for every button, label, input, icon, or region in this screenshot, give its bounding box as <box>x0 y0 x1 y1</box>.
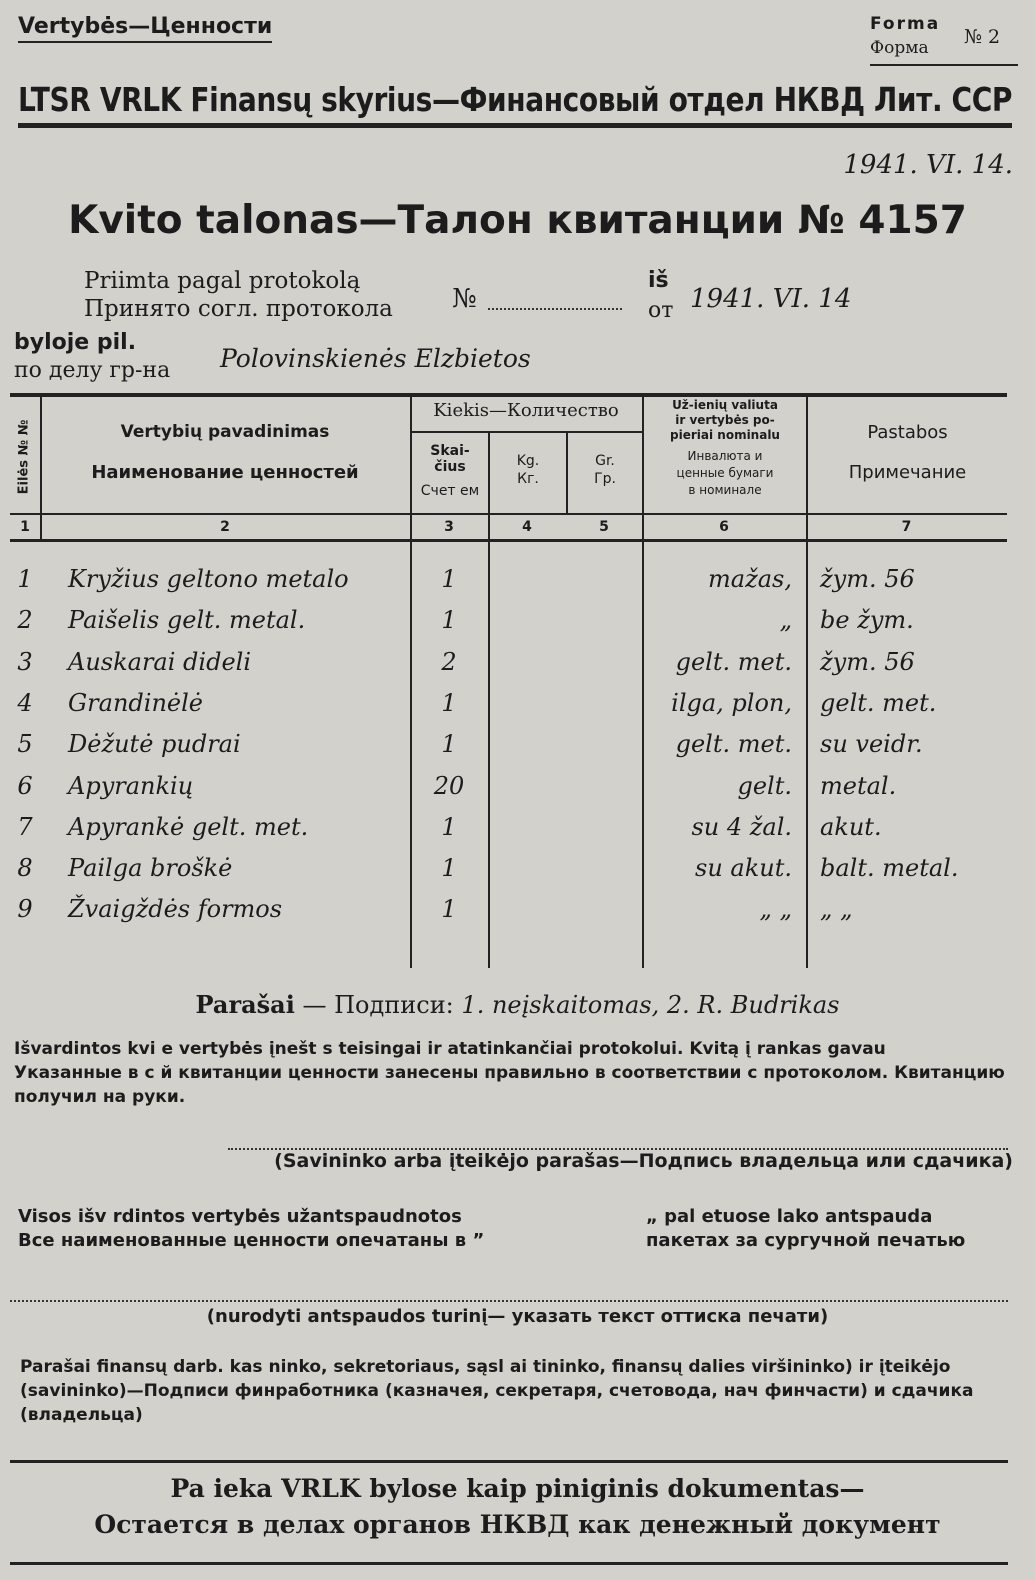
cell-count: 20 <box>433 771 465 800</box>
valuables-table <box>10 393 1007 968</box>
cell-notes: žym. 56 <box>820 565 915 593</box>
cell-currency: „ „ <box>759 895 792 924</box>
sealed-ru: Все наименованные ценности опечатаны в ” <box>18 1230 485 1251</box>
cell-count: 1 <box>441 730 457 759</box>
header-count-ru: Счет ем <box>420 483 480 499</box>
col-number-7: 7 <box>901 519 912 535</box>
cell-name: Paišelis gelt. metal. <box>68 606 306 635</box>
col-number-5: 5 <box>599 519 609 535</box>
cell-no: 1 <box>17 565 33 593</box>
header-currency-3: pieriai nominalu <box>670 428 780 442</box>
form-number-box <box>870 12 1018 66</box>
cell-currency: gelt. met. <box>675 647 792 676</box>
cell-no: 9 <box>17 895 33 924</box>
cell-notes: metal. <box>820 771 897 800</box>
cell-no: 3 <box>17 647 33 676</box>
header-currency-4: Инвалюта и <box>687 449 763 463</box>
col-number-3: 3 <box>444 519 454 535</box>
header-name-ru: Наименование ценностей <box>91 462 359 483</box>
signatures-label-ru: — Подписи: <box>302 991 454 1019</box>
receipt-title: Kvito talonas—Талон квитанции № 4157 <box>68 198 967 243</box>
divider <box>10 1562 1008 1565</box>
signatures-label-lt: Parašai <box>195 990 295 1019</box>
cell-count: 2 <box>441 647 457 676</box>
header-notes-ru: Примечание <box>848 462 967 483</box>
cell-name: Žvaigždės formos <box>68 895 283 924</box>
cell-currency: mažas, <box>708 565 792 593</box>
header-notes-lt: Pastabos <box>867 422 948 443</box>
cell-no: 2 <box>17 606 33 635</box>
declaration-ru: Указанные в с й квитанции ценности занесены правильно в соответствии с протоколом. Квитанцию получил на руки. <box>14 1063 1005 1107</box>
valuables-label: Vertybės—Ценности <box>18 14 272 43</box>
sealed-lt: Visos išv rdintos vertybės užantspaudnotos <box>18 1206 462 1227</box>
header-quantity-group: Kiekis—Количество <box>433 400 619 421</box>
cell-no: 8 <box>17 854 33 883</box>
cell-currency: su akut. <box>695 854 792 883</box>
case-label-lt: byloje pil. <box>14 330 137 355</box>
seal-caption: (nurodyti antspaudos turinį— указать текст оттиска печати) <box>206 1306 829 1327</box>
case-label-ru: по делу гр-на <box>14 358 171 383</box>
form-number: № 2 <box>964 26 1001 48</box>
divider <box>10 1460 1008 1463</box>
cell-name: Pailga broškė <box>68 854 233 883</box>
cell-count: 1 <box>441 606 457 635</box>
cell-notes: balt. metal. <box>820 854 959 883</box>
cell-notes: žym. 56 <box>820 647 915 676</box>
cell-count: 1 <box>441 688 457 717</box>
protocol-number-sign: № <box>452 284 477 314</box>
cell-no: 4 <box>17 688 33 717</box>
cell-currency: gelt. <box>737 771 792 800</box>
header-kg-lt: Kg. <box>516 453 540 469</box>
signatures-line <box>0 990 1035 1019</box>
cell-currency: „ <box>779 606 792 635</box>
signatures-names: 1. neįskaitomas, 2. R. Budrikas <box>461 991 840 1019</box>
owner-signature-caption: (Savininko arba įteikėjo parašas—Подпись владельца или сдачика) <box>274 1150 1013 1172</box>
header-currency-5: ценные бумаги <box>676 466 774 480</box>
header-count-lt: Skai- <box>430 443 470 459</box>
header-gr-ru: Гр. <box>594 471 616 487</box>
cell-count: 1 <box>441 854 457 883</box>
sealed-packets-lt: „ pal etuose lako antspauda <box>646 1206 933 1227</box>
col-number-2: 2 <box>220 519 230 535</box>
from-label-ru: от <box>648 298 674 323</box>
cell-name: Auskarai dideli <box>68 647 251 676</box>
header-kg-ru: Кг. <box>517 471 539 487</box>
from-label-lt: iš <box>648 268 669 293</box>
remains-note-ru: Остается в делах органов НКВД как денежный документ <box>94 1510 941 1539</box>
sealed-packets-ru: пакетах за сургучной печатью <box>646 1230 966 1251</box>
header-currency-2: ir vertybės po- <box>675 413 775 427</box>
col-number-6: 6 <box>719 519 729 535</box>
cell-currency: gelt. met. <box>675 730 792 759</box>
form-label-ru: Форма <box>870 38 929 58</box>
citizen-name: Polovinskienės Elzbietos <box>220 344 531 373</box>
cell-notes: akut. <box>820 812 882 841</box>
cell-count: 1 <box>441 565 457 593</box>
col-number-1: 1 <box>20 519 30 535</box>
header-count-lt2: čius <box>434 459 466 475</box>
cell-count: 1 <box>441 812 457 841</box>
finance-signatures-caption: Parašai finansų darb. kas ninko, sekretoriaus, sąsl ai tininko, finansų dalies viršininko) ir įteikėjo (savininko)—Подписи финработника (казначея, секретаря, счетовода, нач финчасти) и сдачика (владельца) <box>20 1357 974 1425</box>
cell-notes: gelt. met. <box>820 688 937 717</box>
cell-name: Dėžutė pudrai <box>68 730 241 759</box>
cell-name: Apyrankė gelt. met. <box>68 812 309 841</box>
header-row-number: Eilės № № <box>16 419 32 495</box>
protocol-date: 1941. VI. 14 <box>690 284 852 314</box>
cell-currency: su 4 žal. <box>691 812 792 841</box>
header-currency-6: в номинале <box>688 483 762 497</box>
cell-count: 1 <box>441 895 457 924</box>
remains-note-lt: Pa ieka VRLK bylose kaip piniginis dokumentas— <box>170 1474 865 1503</box>
header-name-lt: Vertybių pavadinimas <box>120 422 330 442</box>
cell-no: 7 <box>17 812 33 841</box>
header-currency-1: Už-ienių valiuta <box>672 398 778 412</box>
declaration-lt: Išvardintos kvi e vertybės įnešt s teisingai ir atatinkančiai protokolui. Kvitą į rankas gavau <box>14 1039 886 1059</box>
document-date: 1941. VI. 14. <box>843 150 1013 180</box>
cell-no: 5 <box>17 730 33 759</box>
col-number-4: 4 <box>522 519 532 535</box>
protocol-label-lt: Priimta pagal protokolą <box>84 268 361 294</box>
cell-currency: ilga, plon, <box>671 688 792 717</box>
department-heading: LTSR VRLK Finansų skyrius—Финансовый отдел НКВД Лит. ССР <box>18 80 1012 128</box>
seal-text-field <box>10 1300 1008 1302</box>
cell-no: 6 <box>17 771 33 800</box>
header-gr-lt: Gr. <box>595 453 615 469</box>
protocol-label-ru: Принято согл. протокола <box>84 296 393 322</box>
protocol-number-field <box>488 308 622 310</box>
cell-name: Apyrankių <box>68 771 194 800</box>
form-label-lt: Forma <box>870 14 941 34</box>
cell-name: Grandinėlė <box>68 688 203 717</box>
cell-notes: su veidr. <box>820 730 923 759</box>
cell-name: Kryžius geltono metalo <box>68 565 349 593</box>
cell-notes: „ „ <box>820 895 853 924</box>
cell-notes: be žym. <box>820 606 914 635</box>
